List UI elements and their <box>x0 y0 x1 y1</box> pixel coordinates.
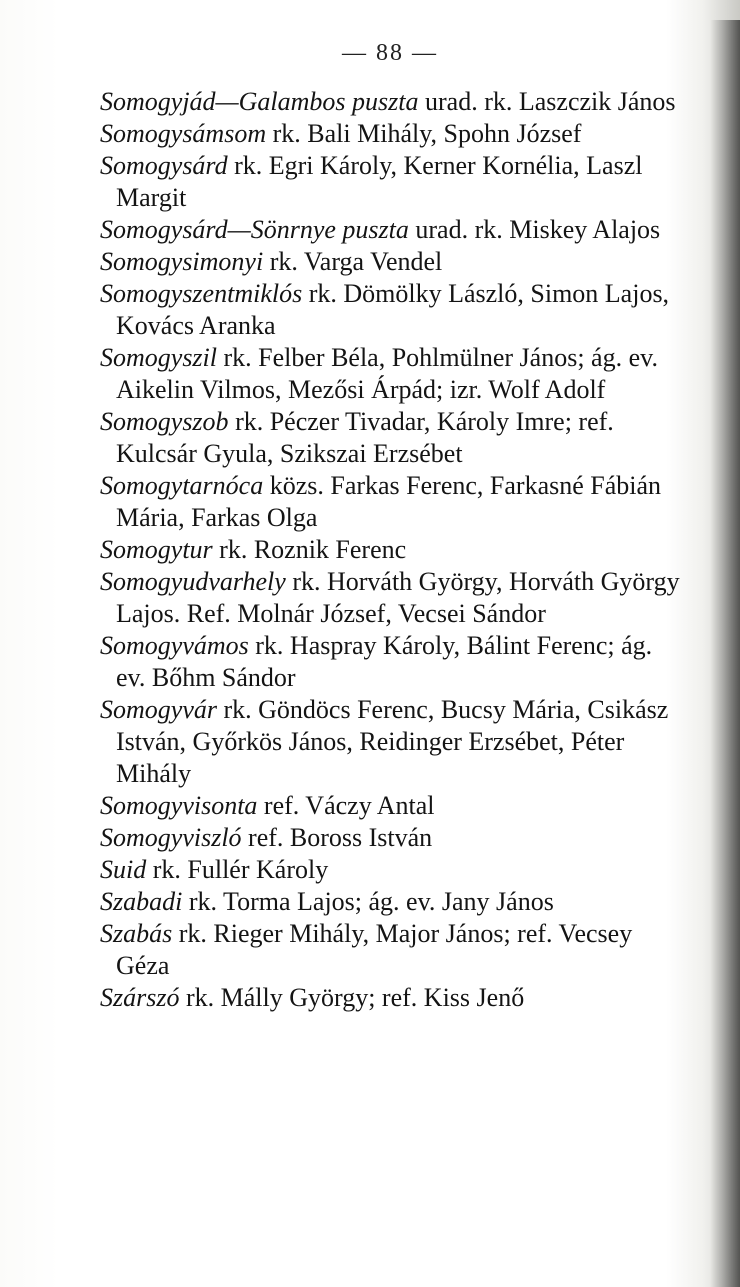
entry-details: rk. Dömölky László, Simon Lajos, Kovács Aranka <box>116 279 670 340</box>
entry-details: rk. Fullér Károly <box>146 855 329 884</box>
directory-entry <box>100 822 685 854</box>
directory-entry <box>100 118 685 150</box>
directory-entries <box>100 86 685 1014</box>
place-name: Szárszó <box>100 983 180 1012</box>
directory-entry <box>100 630 685 694</box>
place-name: Somogyvámos <box>100 631 249 660</box>
entry-details: rk. Roznik Ferenc <box>212 535 407 564</box>
place-name: Somogysárd—Sönrnye puszta <box>100 215 409 244</box>
entry-details: ref. Boross István <box>241 823 433 852</box>
page-number: — 88 — <box>342 40 438 66</box>
directory-entry <box>100 406 685 470</box>
directory-entry <box>100 566 685 630</box>
binding-shadow <box>710 20 740 1287</box>
directory-entry <box>100 342 685 406</box>
place-name: Suid <box>100 855 147 884</box>
entry-details: rk. Horváth György, Horváth György Lajos. Ref. Molnár József, Vecsei Sándor <box>116 567 680 628</box>
place-name: Somogysámsom <box>100 119 267 148</box>
place-name: Somogyvár <box>100 695 217 724</box>
place-name: Szabadi <box>100 887 183 916</box>
directory-entry <box>100 150 685 214</box>
directory-entry <box>100 982 685 1014</box>
entry-details: urad. rk. Laszczik János <box>418 87 676 116</box>
directory-entry <box>100 246 685 278</box>
place-name: Somogyjád—Galambos puszta <box>100 87 419 116</box>
entry-details: rk. Göndöcs Ferenc, Bucsy Mária, Csikász István, Győrkös János, Reidinger Erzsébet, Péter Mihály <box>116 695 669 788</box>
directory-entry <box>100 278 685 342</box>
entry-details: rk. Péczer Tivadar, Károly Imre; ref. Kulcsár Gyula, Szikszai Erzsébet <box>116 407 614 468</box>
place-name: Somogysimonyi <box>100 247 264 276</box>
directory-entry <box>100 694 685 790</box>
directory-entry <box>100 214 685 246</box>
entry-details: közs. Farkas Ferenc, Farkasné Fábián Mária, Farkas Olga <box>116 471 662 532</box>
directory-entry <box>100 790 685 822</box>
place-name: Somogysárd <box>100 151 228 180</box>
entry-details: rk. Haspray Károly, Bálint Ferenc; ág. ev. Bőhm Sándor <box>116 631 653 692</box>
entry-details: rk. Felber Béla, Pohlmülner János; ág. ev. Aikelin Vilmos, Mezősi Árpád; izr. Wolf Adolf <box>116 343 658 404</box>
place-name: Somogytarnóca <box>100 471 264 500</box>
entry-details: rk. Málly György; ref. Kiss Jenő <box>179 983 525 1012</box>
place-name: Somogyszil <box>100 343 217 372</box>
directory-entry <box>100 854 685 886</box>
directory-entry <box>100 918 685 982</box>
entry-details: ref. Váczy Antal <box>257 791 435 820</box>
entry-details: rk. Egri Károly, Kerner Kornélia, Laszl Margit <box>116 151 643 212</box>
place-name: Szabás <box>100 919 173 948</box>
entry-details: rk. Varga Vendel <box>263 247 443 276</box>
place-name: Somogyszentmiklós <box>100 279 303 308</box>
entry-details: rk. Rieger Mihály, Major János; ref. Vecsey Géza <box>116 919 633 980</box>
place-name: Somogyviszló <box>100 823 242 852</box>
directory-entry <box>100 534 685 566</box>
place-name: Somogytur <box>100 535 213 564</box>
entry-details: rk. Torma Lajos; ág. ev. Jany János <box>182 887 554 916</box>
place-name: Somogyvisonta <box>100 791 258 820</box>
entry-details: rk. Bali Mihály, Spohn József <box>266 119 582 148</box>
place-name: Somogyudvarhely <box>100 567 286 596</box>
entry-details: urad. rk. Miskey Alajos <box>408 215 661 244</box>
directory-entry <box>100 470 685 534</box>
place-name: Somogyszob <box>100 407 229 436</box>
directory-entry <box>100 86 685 118</box>
directory-entry <box>100 886 685 918</box>
